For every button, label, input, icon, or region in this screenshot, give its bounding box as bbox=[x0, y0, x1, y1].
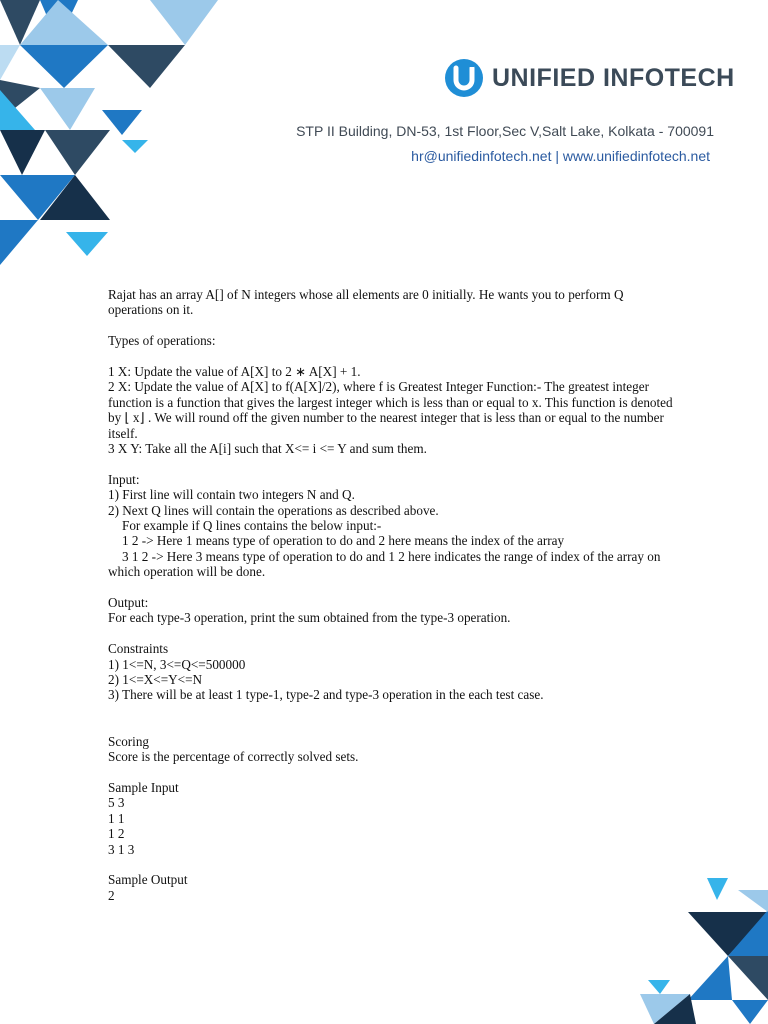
deco-triangle bbox=[0, 130, 45, 175]
output-line: For each type-3 operation, print the sum obtained from the type-3 operation. bbox=[108, 610, 511, 626]
deco-triangle bbox=[0, 45, 20, 80]
input-example: For example if Q lines contains the below input:- bbox=[122, 518, 382, 534]
website-link[interactable]: www.unifiedinfotech.net bbox=[562, 148, 710, 164]
deco-triangle bbox=[738, 890, 768, 912]
company-name: UNIFIED INFOTECH bbox=[492, 63, 735, 92]
types-heading: Types of operations: bbox=[108, 333, 216, 349]
sample-input-line: 1 2 bbox=[108, 826, 125, 842]
scoring-line: Score is the percentage of correctly solved sets. bbox=[108, 749, 359, 765]
deco-triangle bbox=[108, 45, 185, 88]
type-line: 2 X: Update the value of A[X] to f(A[X]/2), where f is Greatest Integer Function:- The greatest integer bbox=[108, 379, 649, 395]
deco-triangle bbox=[45, 130, 110, 175]
output-heading: Output: bbox=[108, 595, 149, 611]
type-line: 3 X Y: Take all the A[i] such that X<= i <= Y and sum them. bbox=[108, 441, 427, 457]
intro-line: Rajat has an array A[] of N integers whose all elements are 0 initially. He wants you to perform Q bbox=[108, 287, 624, 302]
sample-input-line: 3 1 3 bbox=[108, 841, 135, 857]
type-line: itself. bbox=[108, 425, 138, 441]
email-link[interactable]: hr@unifiedinfotech.net bbox=[411, 148, 552, 164]
constraints-heading: Constraints bbox=[108, 641, 169, 657]
deco-triangle bbox=[122, 140, 148, 153]
constraint-line: 2) 1<=X<=Y<=N bbox=[108, 672, 203, 688]
sample-input-line: 5 3 bbox=[108, 795, 125, 811]
deco-triangle bbox=[732, 1000, 768, 1024]
deco-triangle bbox=[688, 956, 732, 1000]
input-line: 2) Next Q lines will contain the operations as described above. bbox=[108, 502, 439, 518]
company-address: STP II Building, DN-53, 1st Floor,Sec V,Salt Lake, Kolkata - 700091 bbox=[296, 123, 714, 139]
constraint-line: 3) There will be at least 1 type-1, type-2 and type-3 operation in the each test case. bbox=[108, 687, 544, 703]
deco-triangle bbox=[150, 0, 218, 45]
sample-input-line: 1 1 bbox=[108, 810, 125, 826]
deco-triangle bbox=[66, 232, 108, 256]
input-line: 1) First line will contain two integers N and Q. bbox=[108, 487, 355, 503]
input-example-line: 1 2 -> Here 1 means type of operation to do and 2 here means the index of the array bbox=[122, 533, 565, 549]
header-decoration bbox=[0, 0, 230, 270]
input-tail: which operation will be done. bbox=[108, 564, 266, 580]
input-example-line: 3 1 2 -> Here 3 means type of operation to do and 1 2 here indicates the range of index of the array on bbox=[122, 548, 661, 564]
type-line: function is a function that gives the largest integer which is less than or equal to x. This function is denoted bbox=[108, 394, 673, 410]
contact-separator: | bbox=[555, 148, 560, 164]
unified-infotech-logo-icon bbox=[444, 58, 484, 98]
intro-line: operations on it. bbox=[108, 302, 194, 318]
scoring-heading: Scoring bbox=[108, 733, 150, 749]
constraint-line: 1) 1<=N, 3<=Q<=500000 bbox=[108, 656, 246, 672]
deco-triangle bbox=[40, 88, 150, 130]
contact-line bbox=[411, 148, 710, 164]
deco-triangle bbox=[0, 220, 38, 265]
type-line: by ⌊ x⌋ . We will round off the given number to the nearest integer that is less than or equal to the number bbox=[108, 410, 664, 426]
sample-output-heading: Sample Output bbox=[108, 872, 188, 888]
deco-triangle bbox=[648, 980, 670, 994]
deco-triangle bbox=[20, 45, 108, 88]
type-line: 1 X: Update the value of A[X] to 2 ∗ A[X] + 1. bbox=[108, 364, 361, 379]
input-heading: Input: bbox=[108, 471, 140, 487]
sample-input-heading: Sample Input bbox=[108, 779, 179, 795]
problem-statement bbox=[108, 287, 723, 903]
deco-triangle bbox=[728, 956, 768, 1000]
company-logo bbox=[444, 58, 735, 98]
sample-output-line: 2 bbox=[108, 887, 115, 903]
